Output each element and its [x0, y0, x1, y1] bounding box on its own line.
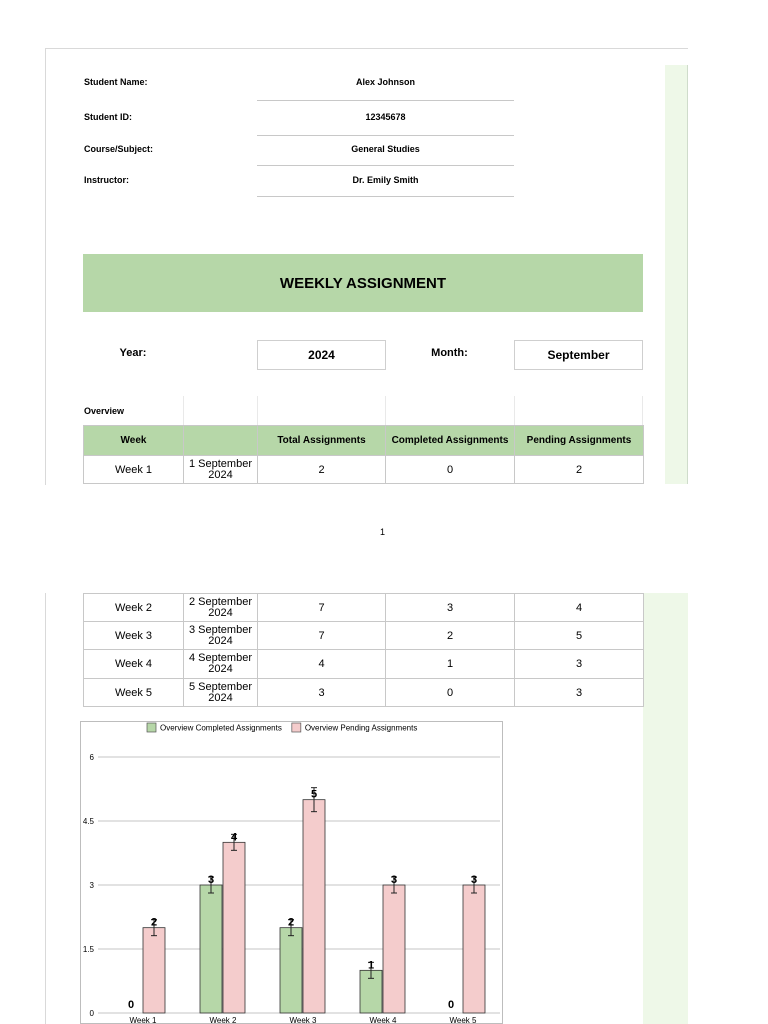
date-cell[interactable]: 2 September 2024 [184, 594, 258, 622]
column-header-date [184, 426, 258, 456]
x-tick-label: Week 2 [209, 1016, 237, 1024]
column-header-completed: Completed Assignments [386, 426, 515, 456]
course-label: Course/Subject: [84, 144, 154, 154]
data-label: 2 [287, 916, 295, 929]
legend-entry: Overview Pending Assignments [304, 723, 418, 733]
divider-line [257, 165, 514, 166]
x-tick-label: Week 4 [369, 1016, 397, 1024]
x-tick-label: Week 3 [289, 1016, 317, 1024]
pending-cell[interactable]: 3 [515, 650, 644, 679]
y-tick-label: 3 [89, 881, 94, 890]
month-value[interactable]: September [514, 340, 643, 370]
date-cell[interactable]: 1 September 2024 [184, 456, 258, 484]
total-cell[interactable]: 7 [258, 594, 386, 622]
bar [303, 800, 325, 1013]
sheet-left-border [45, 593, 46, 1024]
completed-cell[interactable]: 3 [386, 594, 515, 622]
x-tick-label: Week 5 [449, 1016, 477, 1024]
assignment-table-bottom [83, 593, 644, 707]
instructor-label: Instructor: [84, 175, 129, 185]
table-header-row [84, 426, 644, 456]
table-row [84, 650, 644, 679]
table-row [84, 679, 644, 707]
y-tick-label: 6 [89, 753, 94, 762]
legend-entry: Overview Completed Assignments [160, 723, 282, 733]
student-id-value: 12345678 [365, 112, 406, 122]
data-label: 5 [310, 788, 318, 801]
bar [223, 842, 245, 1013]
column-header-pending: Pending Assignments [515, 426, 644, 456]
student-name-value: Alex Johnson [355, 77, 415, 87]
total-cell[interactable]: 2 [258, 456, 386, 484]
week-cell[interactable]: Week 1 [84, 456, 184, 484]
cell-gridline [514, 396, 515, 426]
bar [383, 885, 405, 1013]
bar [200, 885, 222, 1013]
divider-line [257, 196, 514, 197]
y-tick-label: 4.5 [82, 817, 94, 826]
bar [463, 885, 485, 1013]
week-cell[interactable]: Week 5 [84, 679, 184, 707]
data-label: 4 [230, 831, 238, 844]
pending-cell[interactable]: 3 [515, 679, 644, 707]
data-label: 3 [470, 874, 478, 886]
pending-cell[interactable]: 5 [515, 622, 644, 650]
column-header-week: Week [84, 426, 184, 456]
column-header-total: Total Assignments [258, 426, 386, 456]
table-row [84, 594, 644, 622]
sheet-right-border [687, 65, 688, 484]
completed-cell[interactable]: 2 [386, 622, 515, 650]
sheet-right-margin [643, 593, 688, 1024]
banner-title: WEEKLY ASSIGNMENT [83, 254, 643, 312]
data-label: 3 [207, 874, 215, 886]
cell-gridline [257, 396, 258, 426]
y-tick-label: 1.5 [82, 945, 94, 954]
total-cell[interactable]: 7 [258, 622, 386, 650]
week-cell[interactable]: Week 3 [84, 622, 184, 650]
pending-cell[interactable]: 4 [515, 594, 644, 622]
total-cell[interactable]: 3 [258, 679, 386, 707]
date-cell[interactable]: 4 September 2024 [184, 650, 258, 679]
legend-swatch [147, 723, 156, 732]
data-label: 0 [447, 999, 455, 1011]
data-label: 1 [367, 959, 375, 972]
completed-cell[interactable]: 1 [386, 650, 515, 679]
completed-cell[interactable]: 0 [386, 456, 515, 484]
data-label: 0 [127, 999, 135, 1011]
assignment-table-top [83, 425, 644, 484]
empty-cell [184, 123, 256, 134]
table-row [84, 456, 644, 484]
divider-line [257, 135, 514, 136]
page-number: 1 [380, 527, 386, 537]
bar [143, 928, 165, 1013]
year-label: Year: [119, 347, 147, 359]
week-cell[interactable]: Week 4 [84, 650, 184, 679]
course-value: General Studies [351, 144, 420, 154]
total-cell[interactable]: 4 [258, 650, 386, 679]
overview-label: Overview [84, 406, 125, 416]
bar [280, 928, 302, 1013]
pending-cell[interactable]: 2 [515, 456, 644, 484]
year-value[interactable]: 2024 [257, 340, 386, 370]
date-cell[interactable]: 5 September 2024 [184, 679, 258, 707]
table-row [84, 622, 644, 650]
week-cell[interactable]: Week 2 [84, 594, 184, 622]
date-cell[interactable]: 3 September 2024 [184, 622, 258, 650]
assignments-bar-chart [80, 721, 503, 1024]
data-label: 2 [150, 916, 158, 929]
student-id-label: Student ID: [84, 112, 132, 122]
legend-swatch [292, 723, 301, 732]
cell-gridline [385, 396, 386, 426]
sheet-right-margin [665, 65, 688, 484]
completed-cell[interactable]: 0 [386, 679, 515, 707]
y-tick-label: 0 [89, 1009, 94, 1018]
x-tick-label: Week 1 [129, 1016, 157, 1024]
cell-gridline [642, 396, 643, 426]
cell-gridline [183, 396, 184, 426]
data-label: 3 [390, 874, 398, 886]
instructor-value: Dr. Emily Smith [352, 175, 419, 185]
divider-line [257, 100, 514, 101]
month-label: Month: [431, 347, 468, 359]
student-name-label: Student Name: [84, 77, 148, 87]
